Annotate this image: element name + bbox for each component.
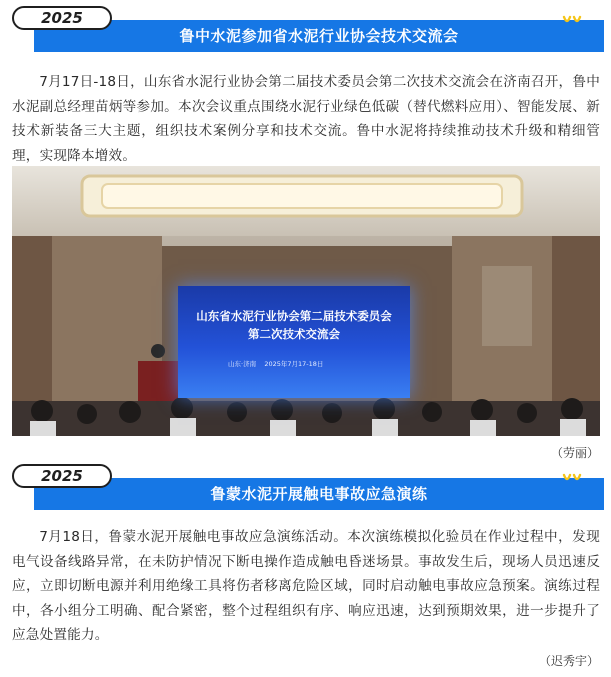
screen-date: 2025年7月17-18日 — [264, 360, 324, 368]
article-title: 鲁中水泥参加省水泥行业协会技术交流会 — [179, 27, 459, 45]
article-title: 鲁蒙水泥开展触电事故应急演练 — [210, 485, 428, 503]
article-title-banner — [34, 478, 604, 510]
article-body: 7月17日-18日，山东省水泥行业协会第二届技术委员会第二次技术交流会在济南召开，鲁中水泥副总经理苗炳等参加。本次会议重点围绕水泥行业绿色低碳（替代燃料应用）、智能发展、新技术新装备三大主题，组织技术案例分享和技术交流。鲁中水泥将持续推动技术升级和精细管理，实现降本增效。 — [12, 74, 600, 164]
article-body: 7月18日，鲁蒙水泥开展触电事故应急演练活动。本次演练模拟化验员在作业过程中，发现电气设备线路异常，在未防护情况下断电操作造成触电昏迷场景。事故发生后，现场人员迅速反应，立即切断电源并利用绝缘工具将伤者移离危险区域，同时启动触电事故应急预案。演练过程中，各小组分工明确、配合紧密，整个过程组织有序、响应迅速，达到预期效果，进一步提升了应急处置能力。 — [12, 529, 600, 643]
screen-place: 山东·济南 — [228, 360, 257, 368]
author-credit: （劳丽） — [550, 446, 599, 460]
wave-icon — [562, 471, 590, 485]
author-credit: （迟秀宇） — [538, 654, 599, 668]
screen-title-line2: 第二次技术交流会 — [248, 327, 340, 341]
screen-title-line1: 山东省水泥行业协会第二届技术委员会 — [196, 309, 392, 323]
year-badge: 2025 — [12, 464, 112, 488]
year-badge: 2025 — [12, 6, 112, 30]
